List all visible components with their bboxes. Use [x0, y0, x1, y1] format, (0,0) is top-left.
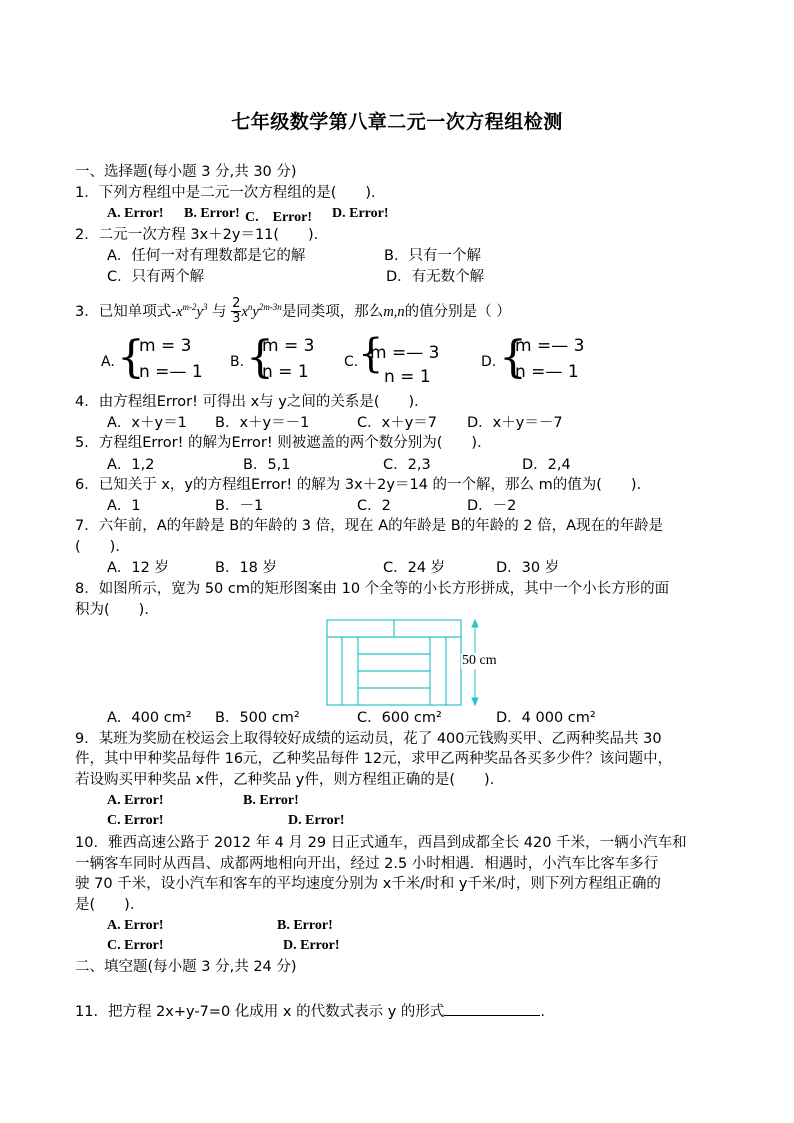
q3-frac-den: 3: [232, 311, 241, 327]
q3-option-d-line2: n =— 1: [515, 362, 579, 382]
q2-option-b: B．只有一个解: [384, 248, 481, 264]
figure-dimension-label: 50 cm: [462, 653, 497, 668]
arrow-up-icon: [472, 620, 478, 627]
q3-option-d-line1: m =— 3: [515, 336, 585, 356]
q11-end: .: [540, 1004, 545, 1020]
q1-option-c: C. Error!: [245, 210, 312, 225]
q2-option-c: C．只有两个解: [107, 269, 205, 285]
q3-stem: [75, 292, 511, 327]
q10-option-d: D. Error!: [283, 938, 340, 953]
q11-text: 11．把方程 2x+y-7=0 化成用 x 的代数式表示 y 的形式: [75, 1004, 445, 1020]
q9-option-d: D. Error!: [288, 813, 345, 828]
q5-stem: 5．方程组Error! 的解为Error! 则被遮盖的两个数分别为( )．: [75, 435, 492, 451]
q3-option-b-line2: n = 1: [262, 362, 309, 382]
q3-option-a-line2: n =— 1: [139, 362, 203, 382]
section-fill-blank-heading: 二、填空题(每小题 3 分,共 24 分): [75, 959, 297, 975]
q4-stem: 4．由方程组Error! 可得出 x与 y之间的关系是( )．: [75, 394, 429, 410]
q6-stem: 6．已知关于 x，y的方程组Error! 的解为 3x＋2y＝14 的一个解，那么 m的值为( )．: [75, 477, 652, 493]
q11-stem: [75, 1001, 545, 1021]
q3-option-b-letter: B.: [230, 354, 245, 370]
q3-option-b-line1: m = 3: [262, 336, 315, 356]
q3-option-c-line1: m =— 3: [370, 343, 440, 363]
q2-stem: 2．二元一次方程 3x＋2y＝11( )．: [75, 227, 329, 243]
q4-option-a: A．x＋y＝1: [107, 415, 187, 431]
q3-vars: m,n: [383, 303, 405, 320]
q8-option-d: D．4 000 cm²: [496, 710, 596, 726]
q6-option-d: D．－2: [467, 498, 517, 514]
q7-option-b: B．18 岁: [215, 560, 278, 576]
q5-option-b: B．5,1: [243, 457, 291, 473]
q9-option-c: C. Error!: [107, 813, 164, 828]
q4-option-b: B．x＋y＝－1: [215, 415, 310, 431]
q7-line1: 7．六年前，A的年龄是 B的年龄的 3 倍，现在 A的年龄是 B的年龄的 2 倍，A现在的年龄是: [75, 518, 664, 534]
q9-line2: 件，其中甲种奖品每件 16元，乙种奖品每件 12元，求甲乙两种奖品各买多少件？该问题中，: [75, 751, 673, 767]
q8-option-c: C．600 cm²: [357, 710, 442, 726]
q9-line1: 9．某班为奖励在校运会上取得较好成绩的运动员，花了 400元钱购买甲、乙两种奖品共 30: [75, 731, 662, 747]
left-brace-icon: {: [499, 332, 527, 383]
q6-option-b: B．－1: [215, 498, 264, 514]
q3-mono2-exp1: n: [247, 302, 253, 312]
q10-option-a: A. Error!: [107, 918, 164, 933]
document-title: 七年级数学第八章二元一次方程组检测: [231, 111, 563, 133]
q10-line3: 驶 70 千米，设小汽车和客车的平均速度分别为 x千米/时和 y千米/时，则下列方程组正确的: [75, 876, 661, 892]
q11-answer-blank[interactable]: [444, 1001, 540, 1016]
q6-option-a: A．1: [107, 498, 141, 514]
q3-mono2-y: y: [252, 303, 259, 320]
q3-option-c-line2: n = 1: [384, 367, 431, 387]
q5-option-c: C．2,3: [383, 457, 431, 473]
left-brace-icon: {: [246, 332, 274, 383]
q10-option-b: B. Error!: [277, 918, 333, 933]
q4-option-d: D．x＋y＝－7: [467, 415, 563, 431]
q8-option-a: A．400 cm²: [107, 710, 192, 726]
q1-stem: 1．下列方程组中是二元一次方程组的是( )．: [75, 185, 386, 201]
q4-option-c: C．x＋y＝7: [357, 415, 438, 431]
q3-stem-part-a: 3．已知单项式: [75, 303, 172, 320]
q2-option-a: A．任何一对有理数都是它的解: [107, 248, 306, 264]
q7-option-a: A．12 岁: [107, 560, 169, 576]
q3-frac-num: 2: [232, 296, 241, 312]
q8-option-b: B．500 cm²: [215, 710, 300, 726]
q3-monomial-2: [241, 304, 281, 320]
q10-line1: 10．雅西高速公路于 2012 年 4 月 29 日正式通车，西昌到成都全长 420 千米，一辆小汽车和: [75, 835, 687, 851]
section-choice-heading: 一、选择题(每小题 3 分,共 30 分): [75, 164, 297, 180]
q3-option-a-line1: m = 3: [139, 336, 192, 356]
q3-mono1-exp1: m-2: [182, 302, 197, 312]
q7-option-c: C．24 岁: [383, 560, 446, 576]
q3-mono1-exp2: 3: [202, 302, 208, 312]
q5-option-a: A．1,2: [107, 457, 155, 473]
q1-option-a: A. Error!: [107, 206, 164, 221]
q1-option-d: D. Error!: [332, 206, 389, 221]
q9-option-a: A. Error!: [107, 793, 164, 808]
q3-mono1-y: y: [196, 303, 203, 320]
left-brace-icon: {: [358, 331, 384, 377]
q3-option-d-letter: D.: [481, 354, 497, 370]
q3-option-a-letter: A.: [101, 354, 115, 370]
left-brace-icon: {: [117, 332, 145, 383]
q3-option-c-letter: C.: [344, 354, 359, 370]
q7-line2: ( )．: [75, 539, 130, 555]
q3-stem-part-d: 的值分别是（ ）: [404, 303, 511, 320]
q10-option-c: C. Error!: [107, 938, 164, 953]
q3-stem-part-c: 是同类项，那么: [281, 303, 384, 320]
q9-option-b: B. Error!: [243, 793, 299, 808]
q8-line2: 积为( )．: [75, 602, 159, 618]
q3-fraction: [231, 297, 241, 326]
q3-mono2-base: x: [241, 303, 248, 320]
q3-stem-part-b: 与: [212, 303, 227, 320]
q3-monomial-1: [171, 304, 207, 320]
q5-option-d: D．2,4: [522, 457, 571, 473]
q1-option-b: B. Error!: [184, 206, 240, 221]
q9-line3: 若设购买甲种奖品 x件，乙种奖品 y件，则方程组正确的是( )．: [75, 772, 505, 788]
q3-mono2-exp2: 2m-3n: [258, 302, 282, 312]
q3-mono1-base: -x: [171, 303, 183, 320]
q10-line2: 一辆客车同时从西昌、成都两地相向开出，经过 2.5 小时相遇．相遇时，小汽车比客车多行: [75, 856, 659, 872]
q6-option-c: C．2: [357, 498, 391, 514]
q2-option-d: D．有无数个解: [386, 269, 485, 285]
arrow-down-icon: [472, 698, 478, 705]
q8-line1: 8．如图所示，宽为 50 cm的矩形图案由 10 个全等的小长方形拼成，其中一个小长方形的面: [75, 581, 670, 597]
q7-option-d: D．30 岁: [496, 560, 560, 576]
q10-line4: 是( )．: [75, 897, 145, 913]
